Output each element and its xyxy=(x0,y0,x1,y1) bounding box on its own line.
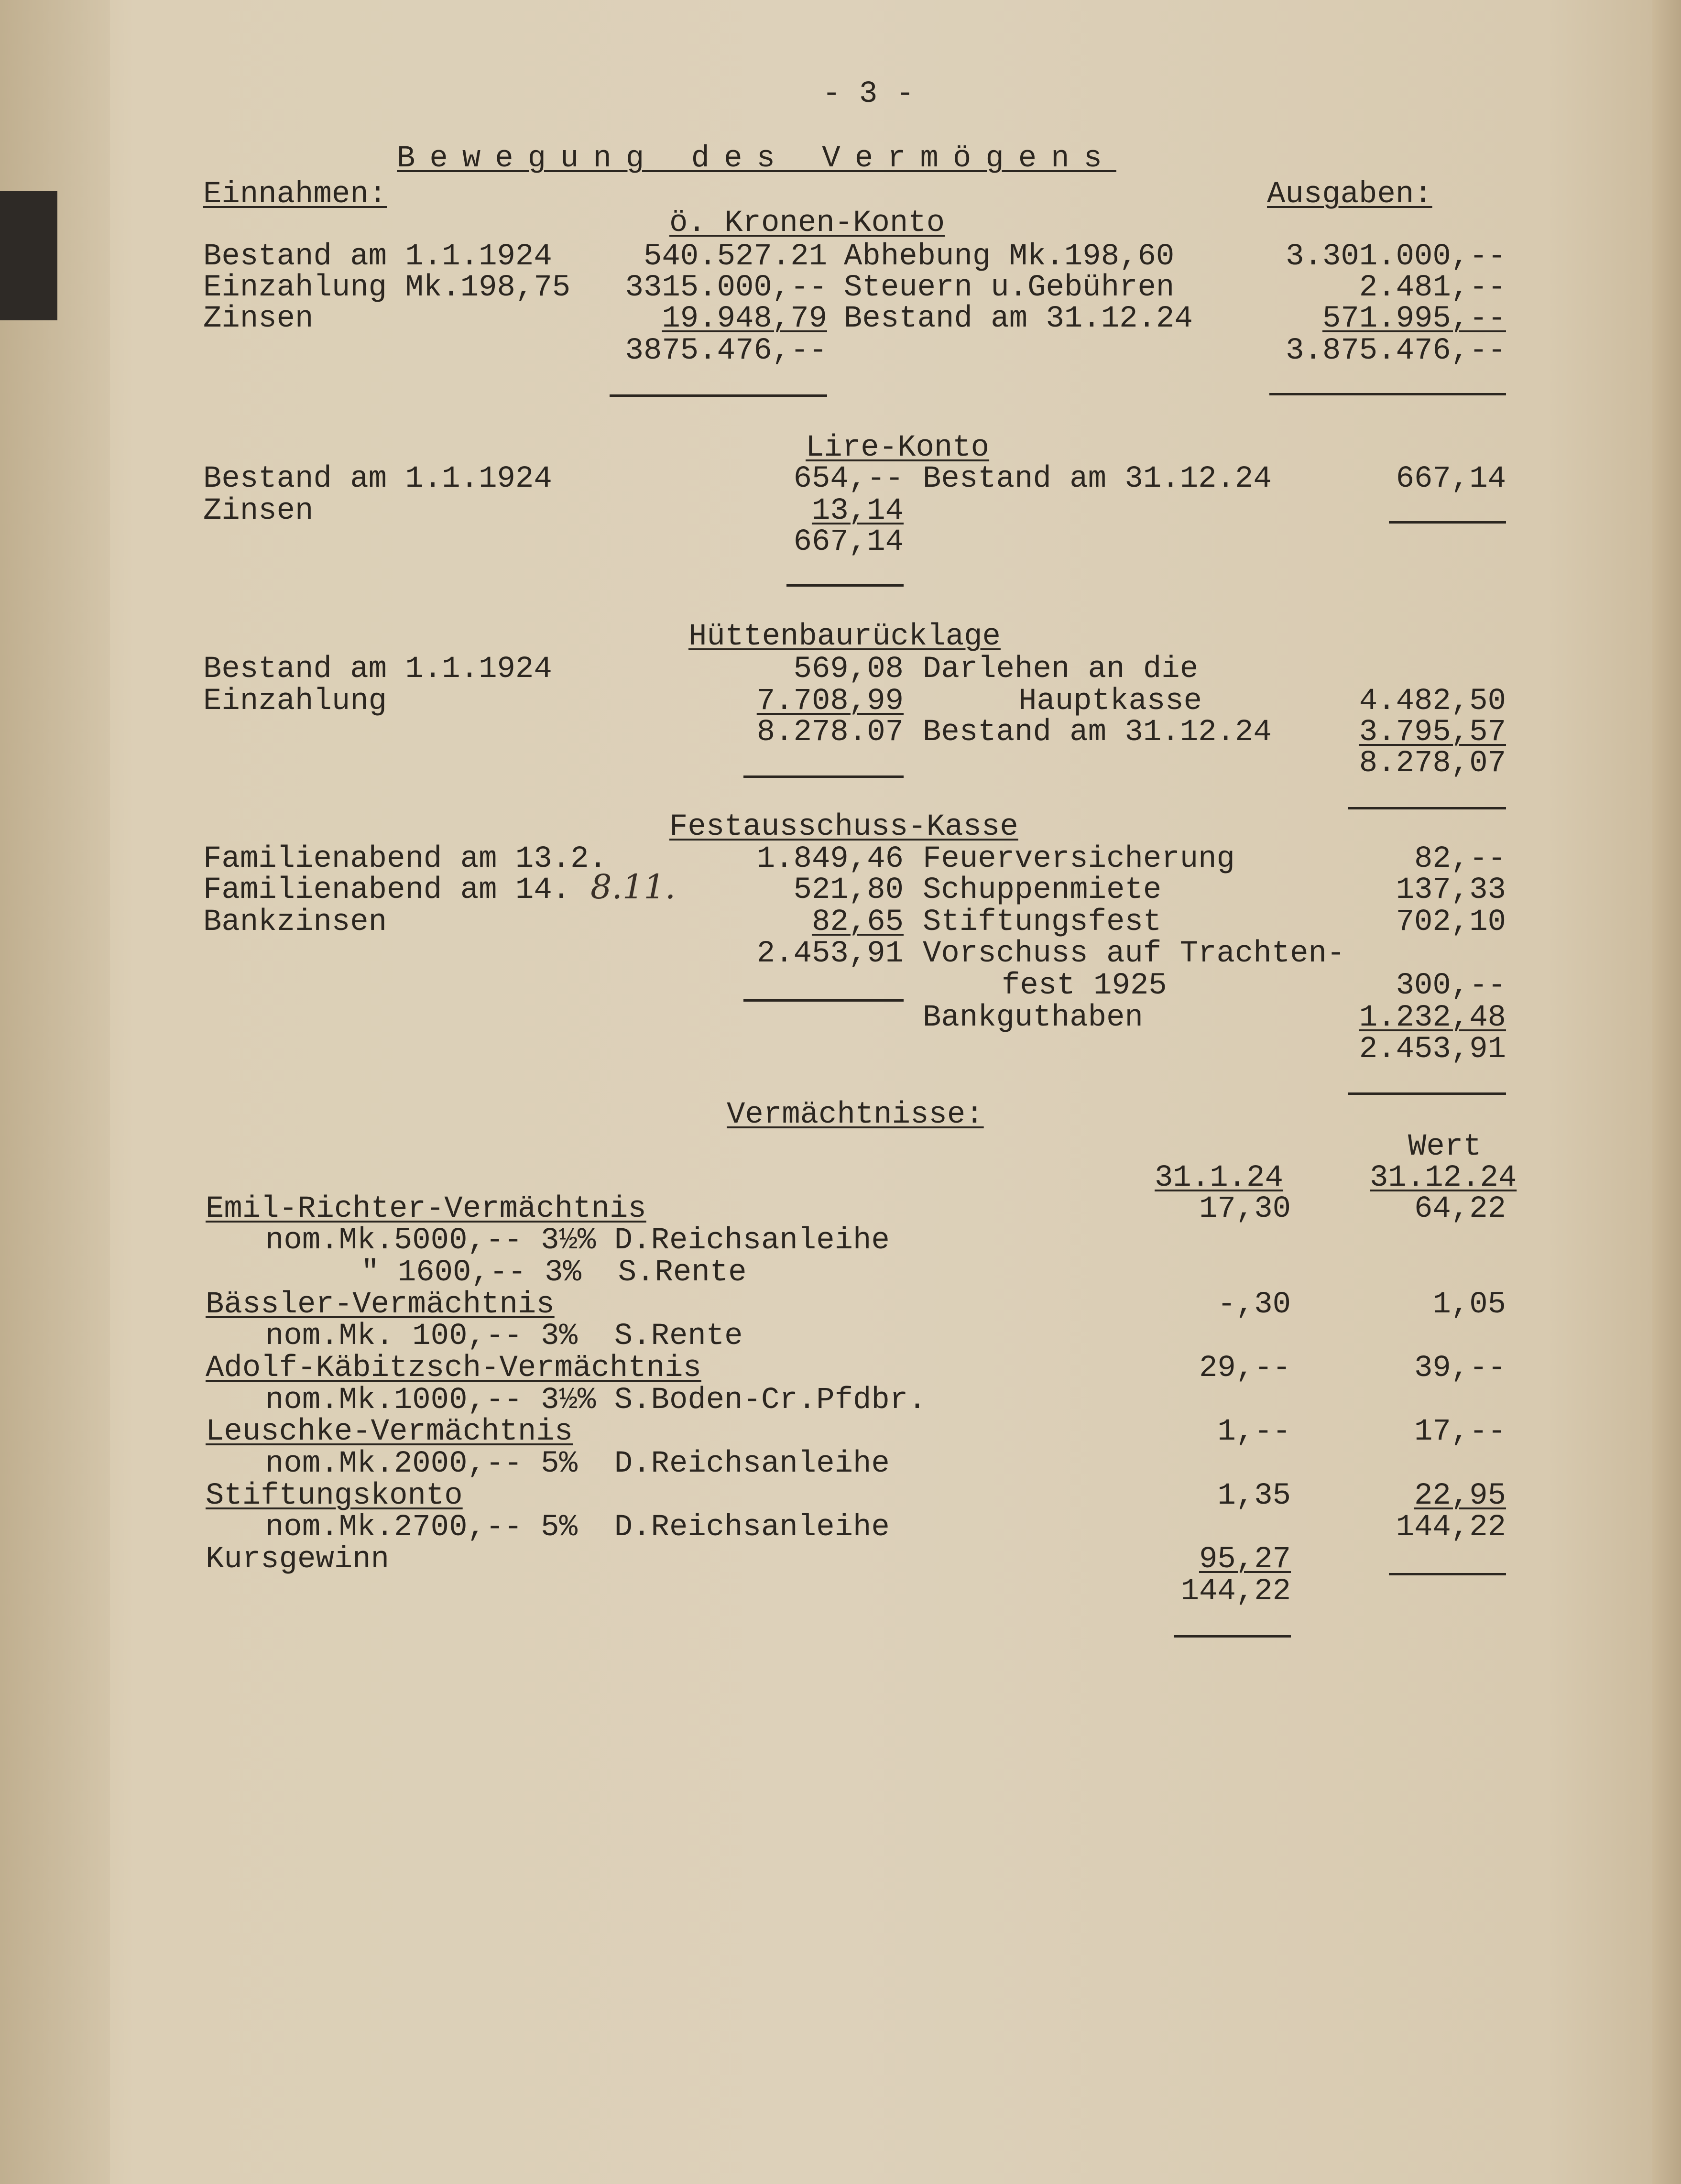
fest-label: Bankzinsen xyxy=(203,905,387,939)
bequest-name: Adolf-Käbitzsch-Vermächtnis xyxy=(206,1351,701,1386)
kronen-label: Bestand am 1.1.1924 xyxy=(203,240,552,274)
bequests-wert: Wert xyxy=(1408,1130,1482,1164)
huetten-label: Einzahlung xyxy=(203,684,387,719)
fest-amount: 82,65 xyxy=(811,905,904,939)
bequest-detail: nom.Mk.2000,-- 5% D.Reichsanleihe xyxy=(265,1447,890,1481)
bequest-name: Emil-Richter-Vermächtnis xyxy=(206,1192,646,1226)
kronen-amount: 3315.000,-- xyxy=(625,271,827,305)
rule xyxy=(1389,521,1506,524)
huetten-total-out: 8.278,07 xyxy=(1359,746,1506,781)
huetten-heading: Hüttenbaurücklage xyxy=(688,620,1001,654)
fest-advance-label: fest 1925 xyxy=(1002,969,1167,1003)
fest-out-label: Feuerversicherung xyxy=(923,842,1235,876)
huetten-out-label: Darlehen an die xyxy=(923,652,1199,687)
kronen-amount: 540.527.21 xyxy=(643,240,827,274)
bequest-name: Kursgewinn xyxy=(206,1542,390,1577)
lire-amount: 13,14 xyxy=(811,494,904,528)
bequest-detail: nom.Mk.1000,-- 3½% S.Boden-Cr.Pfdbr. xyxy=(265,1383,927,1418)
bequest-v2: 144,22 xyxy=(1396,1510,1506,1545)
lire-label: Zinsen xyxy=(203,494,314,528)
page-title: Bewegung des Vermögens xyxy=(397,142,1116,176)
fest-total-in: 2.453,91 xyxy=(756,937,904,971)
kronen-out-label: Bestand am 31.12.24 xyxy=(844,302,1193,336)
bequest-v1: 17,30 xyxy=(1199,1192,1291,1226)
rule xyxy=(743,775,904,778)
lire-heading: Lire-Konto xyxy=(806,431,990,465)
lire-total-in: 667,14 xyxy=(793,525,904,559)
bequest-v2: 64,22 xyxy=(1414,1192,1506,1226)
kronen-heading: ö. Kronen-Konto xyxy=(669,206,945,240)
page-number: - 3 - xyxy=(822,77,915,111)
fest-advance-label: Vorschuss auf Trachten- xyxy=(923,937,1345,971)
fest-heading: Festausschuss-Kasse xyxy=(669,810,1018,844)
rule xyxy=(1389,1573,1506,1575)
bequests-heading: Vermächtnisse: xyxy=(727,1098,984,1132)
huetten-label: Bestand am 1.1.1924 xyxy=(203,652,552,687)
bequest-v2: 17,-- xyxy=(1414,1415,1506,1449)
bequest-name: Stiftungskonto xyxy=(206,1479,463,1513)
huetten-out-amount: 4.482,50 xyxy=(1359,684,1506,719)
bequest-v2: 22,95 xyxy=(1414,1479,1506,1513)
huetten-total-row-label: Bestand am 31.12.24 xyxy=(923,715,1272,750)
lire-out-label: Bestand am 31.12.24 xyxy=(923,462,1272,496)
handwritten-correction: 8.11. xyxy=(590,867,676,906)
bequest-v1: 29,-- xyxy=(1199,1351,1291,1386)
fest-out-label: Stiftungsfest xyxy=(923,905,1162,939)
bequests-col1: 31.1.24 xyxy=(1155,1161,1283,1195)
kronen-out-amount: 3.301.000,-- xyxy=(1286,240,1506,274)
lire-out-amount: 667,14 xyxy=(1396,462,1506,496)
kronen-total-out: 3.875.476,-- xyxy=(1286,334,1506,368)
bequests-total-v1: 144,22 xyxy=(1180,1574,1291,1609)
huetten-total-row-amount: 3.795,57 xyxy=(1359,715,1506,750)
rule xyxy=(1348,807,1506,809)
rule xyxy=(1348,1092,1506,1095)
fest-out-amount: 137,33 xyxy=(1396,873,1506,907)
fest-out-amount: 702,10 xyxy=(1396,905,1506,939)
expense-header: Ausgaben: xyxy=(1267,177,1432,212)
fest-out-amount: 82,-- xyxy=(1414,842,1506,876)
kronen-label: Zinsen xyxy=(203,302,314,336)
bequest-v1: 1,35 xyxy=(1217,1479,1291,1513)
bequests-col2: 31.12.24 xyxy=(1370,1161,1517,1195)
bequest-detail: nom.Mk. 100,-- 3% S.Rente xyxy=(265,1319,743,1354)
fest-amount: 1.849,46 xyxy=(756,842,904,876)
rule xyxy=(610,394,827,397)
bequest-v1: -,30 xyxy=(1217,1288,1291,1322)
huetten-amount: 7.708,99 xyxy=(756,684,904,719)
fest-bank-amount: 1.232,48 xyxy=(1359,1001,1506,1035)
kronen-out-label: Steuern u.Gebühren xyxy=(844,271,1175,305)
rule xyxy=(743,999,904,1002)
rule xyxy=(1174,1635,1291,1638)
fest-bank-label: Bankguthaben xyxy=(923,1001,1143,1035)
bequest-v1: 95,27 xyxy=(1199,1542,1291,1577)
kronen-out-amount: 571.995,-- xyxy=(1322,302,1506,336)
lire-label: Bestand am 1.1.1924 xyxy=(203,462,552,496)
kronen-total-in: 3875.476,-- xyxy=(625,334,827,368)
fest-label: Familienabend am 14. xyxy=(203,873,571,907)
page-edge-right xyxy=(1652,0,1681,2184)
rule xyxy=(1269,393,1506,395)
page-edge-shadow xyxy=(0,0,110,2184)
lire-amount: 654,-- xyxy=(793,462,904,496)
bequest-detail: nom.Mk.2700,-- 5% D.Reichsanleihe xyxy=(265,1510,890,1545)
bequest-v2: 1,05 xyxy=(1432,1288,1506,1322)
kronen-out-amount: 2.481,-- xyxy=(1359,271,1506,305)
rule xyxy=(786,584,904,587)
bequest-detail: nom.Mk.5000,-- 3½% D.Reichsanleihe xyxy=(265,1223,890,1258)
huetten-amount: 569,08 xyxy=(793,652,904,687)
kronen-amount: 19.948,79 xyxy=(662,302,827,336)
bequest-name: Bässler-Vermächtnis xyxy=(206,1288,555,1322)
kronen-label: Einzahlung Mk.198,75 xyxy=(203,271,571,305)
kronen-out-label: Abhebung Mk.198,60 xyxy=(844,240,1175,274)
fest-total-out: 2.453,91 xyxy=(1359,1032,1506,1067)
bequest-name: Leuschke-Vermächtnis xyxy=(206,1415,573,1449)
fest-label: Familienabend am 13.2. xyxy=(203,842,607,876)
income-header: Einnahmen: xyxy=(203,177,387,212)
huetten-total-in: 8.278.07 xyxy=(756,715,904,750)
huetten-out-label: Hauptkasse xyxy=(1018,684,1202,719)
bequest-detail: " 1600,-- 3% S.Rente xyxy=(361,1256,747,1290)
fest-advance-amount: 300,-- xyxy=(1396,969,1506,1003)
bequest-v2: 39,-- xyxy=(1414,1351,1506,1386)
torn-corner xyxy=(0,191,57,320)
fest-amount: 521,80 xyxy=(793,873,904,907)
fest-out-label: Schuppenmiete xyxy=(923,873,1162,907)
bequest-v1: 1,-- xyxy=(1217,1415,1291,1449)
